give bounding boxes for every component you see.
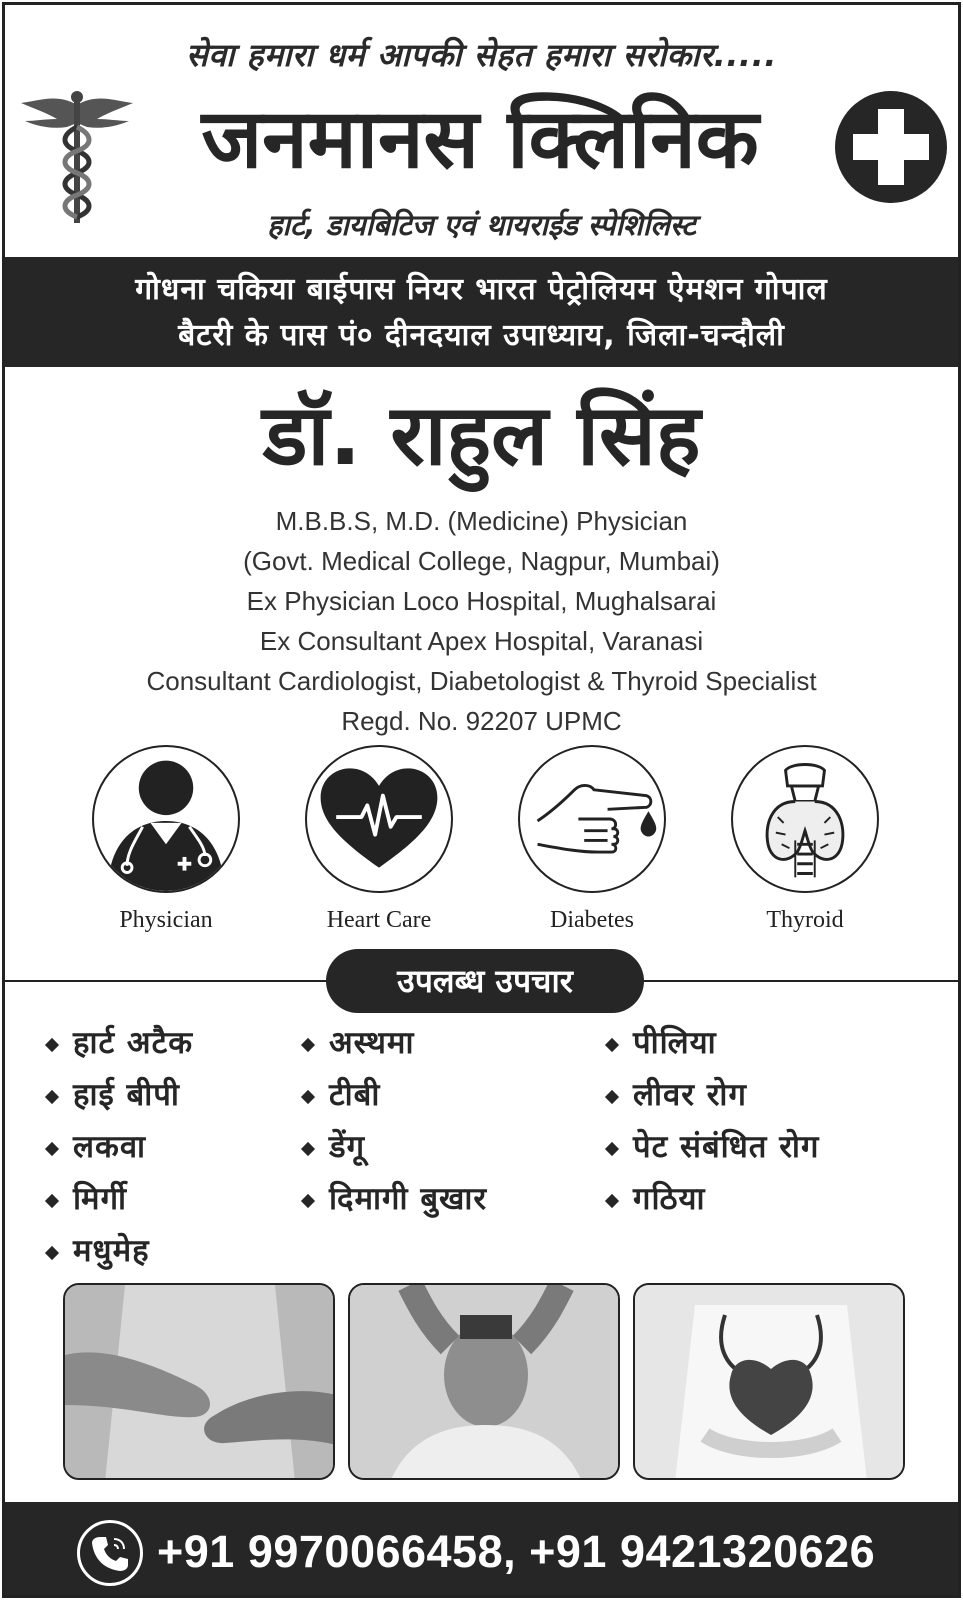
- qualification-line: (Govt. Medical College, Nagpur, Mumbai): [243, 546, 720, 576]
- qualification-line: Ex Consultant Apex Hospital, Varanasi: [259, 626, 704, 656]
- treatment-item: पीलिया: [607, 1021, 819, 1073]
- service-label: Thyroid: [766, 907, 844, 933]
- services-row: [5, 745, 958, 945]
- qualifications: [5, 501, 958, 741]
- heart-pulse-icon: [307, 745, 451, 893]
- photo-strip: [63, 1283, 913, 1483]
- medical-cross-icon: [835, 91, 947, 203]
- doctor-name: डॉ. राहुल सिंह: [262, 386, 701, 484]
- treatment-item: डेंगू: [303, 1125, 487, 1177]
- thyroid-icon: [733, 745, 877, 893]
- treatments-column-2: [303, 1021, 487, 1229]
- address-banner: [5, 257, 958, 367]
- stomach-pain-photo: [63, 1283, 335, 1480]
- treatment-item: लीवर रोग: [607, 1073, 819, 1125]
- treatment-item: पेट संबंधित रोग: [607, 1125, 819, 1177]
- treatment-item: टीबी: [303, 1073, 487, 1125]
- treatment-item: गठिया: [607, 1177, 819, 1229]
- treatments-column-1: [47, 1021, 193, 1281]
- address-line-1: गोधना चकिया बाईपास नियर भारत पेट्रोलियम ऐमशन गोपाल: [135, 272, 828, 307]
- treatments-title: उपलब्ध उपचार: [326, 949, 644, 1013]
- clinic-name: जनमानस क्लिनिक: [201, 92, 759, 187]
- service-label: Heart Care: [326, 907, 432, 933]
- service-physician: [71, 745, 261, 934]
- registration-number: Regd. No. 92207 UPMC: [341, 706, 622, 736]
- qualification-line: Consultant Cardiologist, Diabetologist & Thyroid Specialist: [146, 666, 817, 696]
- doctor-icon: [94, 745, 238, 893]
- address-line-2: बैटरी के पास पं० दीनदयाल उपाध्याय, जिला-चन्दौली: [178, 318, 785, 353]
- phone-icon: [77, 1520, 143, 1586]
- specialist-subtitle: हार्ट, डायबिटिज एवं थायराईड स्पेशिलिस्ट: [267, 208, 696, 242]
- service-label: Physician: [119, 907, 213, 933]
- treatments-column-3: [607, 1021, 819, 1229]
- clinic-poster: [2, 2, 961, 1598]
- service-label: Diabetes: [550, 907, 634, 933]
- treatment-item: अस्थमा: [303, 1021, 487, 1073]
- service-thyroid: [710, 745, 900, 934]
- qualification-line: M.B.B.S, M.D. (Medicine) Physician: [275, 506, 688, 536]
- doctor-holding-heart-photo: [633, 1283, 905, 1480]
- phone-numbers[interactable]: +91 9970066458, +91 9421320626: [157, 1526, 876, 1577]
- headache-photo: [348, 1283, 620, 1480]
- qualification-line: Ex Physician Loco Hospital, Mughalsarai: [246, 586, 717, 616]
- treatment-item: दिमागी बुखार: [303, 1177, 487, 1229]
- treatment-item: हाई बीपी: [47, 1073, 193, 1125]
- treatment-item: मधुमेह: [47, 1229, 193, 1281]
- treatment-item: लकवा: [47, 1125, 193, 1177]
- service-diabetes: [497, 745, 687, 934]
- finger-blood-drop-icon: [520, 745, 664, 893]
- contact-footer: [5, 1502, 958, 1598]
- service-heart-care: [284, 745, 474, 934]
- treatment-item: मिर्गी: [47, 1177, 193, 1229]
- treatment-item: हार्ट अटैक: [47, 1021, 193, 1073]
- tagline: सेवा हमारा धर्म आपकी सेहत हमारा सरोकार.....: [186, 36, 777, 74]
